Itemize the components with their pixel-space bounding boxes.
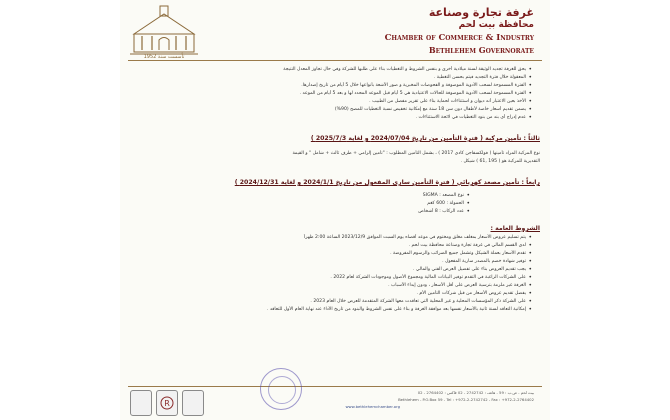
list-item: • يحق للغرفة تجديد الوثيقة لسنة ميلادية أخرى و بنفس الشروط و التغطيات بناء على طلبها للشركة وفي حال تجاوز المعدل النتيجة [130,66,532,74]
list-item: • يتم تسليم عروض الأسعار بمغلف مغلق ومختوم في موعد أقصاه يوم السبت الموافق 2023/12/9 الساعة 2:00 ظهراً [130,234,532,242]
list-item: • الفترة المسموحة لسحب الأدوية الموصوفة للحالات الاعتيادية هي 5 أيام قبل الموعد المحدد لها و بعد 5 أيام من الموعد . [130,90,532,98]
list-item: • لدى القسم المالي في غرفة تجارة وصناعة محافظة بيت لحم . [130,242,532,250]
svg-text:R: R [164,399,170,408]
list-item: • الأخذ بعين الاعتبار أنه ديوان و استثناءات لحماية بناء على تقرير مفصل من الطبيب . [130,98,532,106]
list-item: • تقدم الأسعار بعملة الشيكل وتشمل جميع الضرائب والرسوم المفروضة . [130,250,532,258]
list-item: • يفضل تقديم عروض الأسعار من قبل شركات التأمين الأم . [130,290,532,298]
list-item: • يضمن تقديم أسعار خاصة لأطفال دون سن 18 سنة مع إمكانية تخفيض نسبة التغطيات للمصح (90%) [130,106,532,114]
list-item: • عدم إدراج أي بند من بنود التغطيات في لائحة الاستثناءات . [130,114,532,122]
list-item: • على الشركة ذكر المؤسسات المحلية و غير المحلية التي تعاقدت معها الشركة المتقدمة للعرض خلال العام 2023 . [130,298,532,306]
header-english-title: Chamber of Commerce & Industry [384,33,534,43]
certification-badge-icon [130,390,152,416]
general-terms-list [130,234,540,314]
document-body [130,66,540,314]
footer-divider [128,386,542,387]
header-divider [128,60,542,61]
registered-mark-icon [156,390,178,416]
letterhead [120,0,550,68]
list-item: • نوع المصعد : SIGMA [130,192,470,200]
list-item: • توفير شهادة خصم بالمصدر سارية المفعول . [130,258,532,266]
list-item: • على الشركات الراغبة في التقدم توفير البيانات المالية ومجموع الأصول وموجودات الشركة لعام 2022 . [130,274,532,282]
section-3-text-line-2: التقديرية للمركبة هو ( 195 ,61 ) شيكل . [460,159,540,164]
section-3-title: ثالثاً : تأمين مركبة ( فترة التأمين من تاريخ 2024/07/04 و لغاية 2025/7/3 ) [310,135,540,142]
document-page [120,0,550,420]
certification-badges [130,390,210,416]
list-item: • الحمولة : 600 كغم [130,200,470,208]
list-item: • إمكانية التعاقد لسنة ثانية بالأسعار نفسها بعد موافقة الغرفة و بناء على نفس الشروط والبنود من تاريخ الأداء عند نهاية العام الأول للتعاقد . [130,306,532,314]
list-item: • المعقولة خلال فترة التجديد فيتم بحسن التغطية . [130,74,532,82]
footer-contact-english: Bethlehem - P.O.Box 59 - Tel : +972-2-2742742 - Fax : +972-2-2764402 [398,397,534,402]
general-terms-title: الشروط العامة : [490,225,540,232]
header-english-subtitle: Bethlehem Governorate [428,45,534,55]
header-arabic-subtitle: محافظة بيت لحم [458,20,534,30]
section-4-title: رابعاً : تأمين مصعد كهربائي ( فترة التأمين سارى المفعول من تاريخ 2024/1/1 و لغاية 2024/12/31 ) [234,179,540,186]
quality-seal-icon [182,390,204,416]
footer-contact-arabic: بيت لحم - ص.ب : 59 - هاتف : 2742742 - 02 فاكس : 2764402 - 02 [417,390,534,395]
list-item: • الفترة المسموحة لسحب الأدوية الموصوفة و الفحوصات المخبرية و صور الأشعة بأنواعها خلال 5 أيام من تاريخ إصدارها. [130,82,532,90]
official-stamp [260,368,302,410]
elevator-spec-list [130,192,540,216]
chamber-building-logo [128,4,200,60]
list-item: • يجب تقديم العروض بناء على تفضيل العرض الفني والمالي . [130,266,532,274]
list-item: • الغرفة غير ملزمة بترسية العرض على أقل الأسعار ، ودون إبداء الأسباب . [130,282,532,290]
list-item: • عدد الركاب : 8 أشخاص [130,208,470,216]
section-3-text-line-1: نوع المركبة المراد تأمينها ( فولكسفاجن كادي 2017 ) ، بشمل التأمين المطلوب : "تأمين إلزامي + طرف ثالث + شامل " و القيمة [292,151,540,156]
header-arabic-title: غرفة تجارة وصناعة [428,6,534,19]
letterhead-footer [120,388,550,420]
footer-website: www.bethlehemchamber.org [345,404,400,409]
logo-caption: تأسست سنة 1952 [143,54,185,60]
intro-bullet-list [130,66,540,122]
